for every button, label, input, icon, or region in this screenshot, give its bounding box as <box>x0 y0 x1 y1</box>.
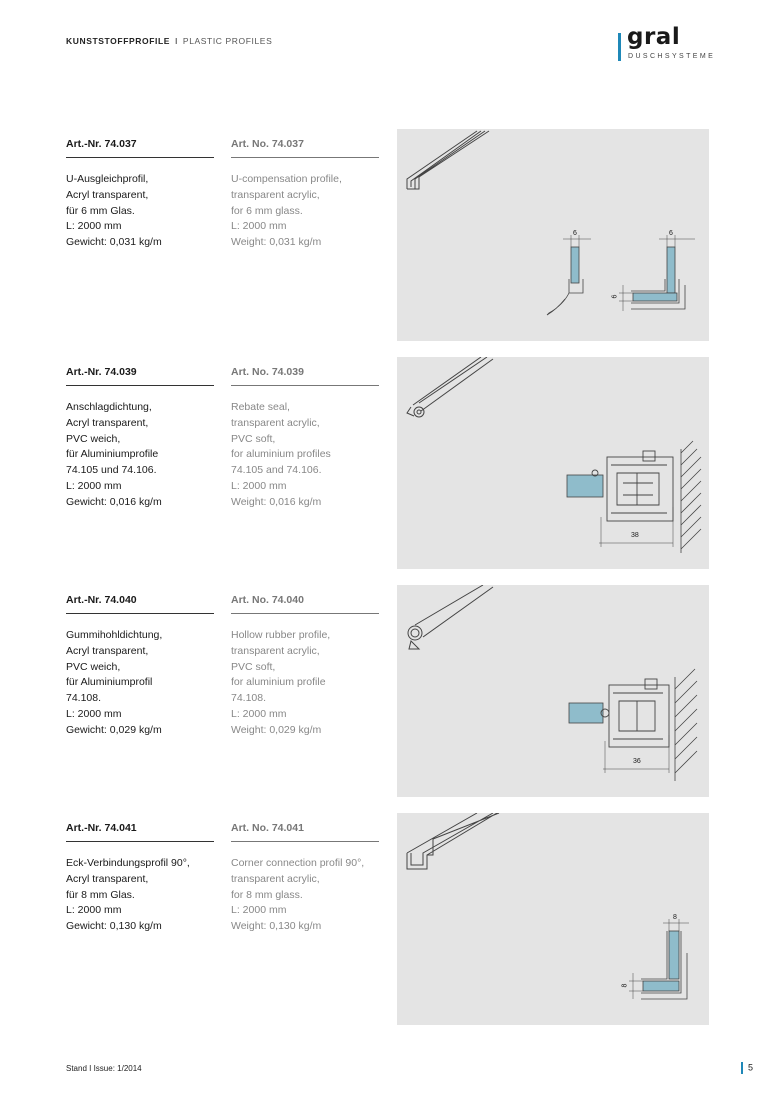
product-column-en <box>231 594 379 739</box>
article-number-de: Art.-Nr. 74.037 <box>66 138 214 158</box>
dimension-label: 6 <box>669 230 673 237</box>
page-number-value: 5 <box>748 1062 754 1073</box>
product-column-en <box>231 366 379 511</box>
product-section <box>0 366 773 580</box>
description-en: U-compensation profile, transparent acrylic, for 6 mm glass. L: 2000 mm Weight: 0,031 kg/m <box>231 173 342 249</box>
product-section <box>0 822 773 1036</box>
product-column-en <box>231 822 379 935</box>
product-drawing-panel <box>397 585 709 797</box>
product-column-de <box>66 822 214 935</box>
page-number <box>741 1062 753 1074</box>
logo-wordmark: gral <box>627 24 681 50</box>
article-number-de: Art.-Nr. 74.039 <box>66 366 214 386</box>
product-column-en <box>231 138 379 251</box>
product-drawing-panel <box>397 357 709 569</box>
dimension-label: 6 <box>611 294 619 299</box>
header-title-de: KUNSTSTOFFPROFILE <box>66 36 171 46</box>
product-column-de <box>66 594 214 739</box>
product-section <box>0 138 773 352</box>
dimension-label: 36 <box>633 758 641 765</box>
description-en: Hollow rubber profile, transparent acrylic, PVC soft, for aluminium profile 74.108. L: 2000 mm Weight: 0,029 kg/m <box>231 629 331 736</box>
article-number-en: Art. No. 74.041 <box>231 822 379 842</box>
u-profile-drawing <box>397 129 709 341</box>
rebate-seal-drawing <box>397 357 709 569</box>
logo-subtitle: DUSCHSYSTEME <box>628 53 716 60</box>
brand-logo <box>618 26 728 66</box>
page-header-title <box>66 36 272 46</box>
description-de: Gummihohldichtung, Acryl transparent, PVC weich, für Aluminiumprofil 74.108. L: 2000 mm Gewicht: 0,029 kg/m <box>66 629 163 736</box>
product-section <box>0 594 773 808</box>
article-number-en: Art. No. 74.040 <box>231 594 379 614</box>
article-number-en: Art. No. 74.037 <box>231 138 379 158</box>
description-de: U-Ausgleichprofil, Acryl transparent, für 6 mm Glas. L: 2000 mm Gewicht: 0,031 kg/m <box>66 173 162 249</box>
description-de: Anschlagdichtung, Acryl transparent, PVC weich, für Aluminiumprofile 74.105 und 74.106. L: 2000 mm Gewicht: 0,016 kg/m <box>66 401 162 508</box>
article-number-en: Art. No. 74.039 <box>231 366 379 386</box>
logo-accent-bar <box>618 33 621 61</box>
product-drawing-panel <box>397 129 709 341</box>
article-number-de: Art.-Nr. 74.040 <box>66 594 214 614</box>
description-de: Eck-Verbindungsprofil 90°, Acryl transparent, für 8 mm Glas. L: 2000 mm Gewicht: 0,130 kg/m <box>66 857 190 933</box>
product-column-de <box>66 138 214 251</box>
hollow-rubber-drawing <box>397 585 709 797</box>
dimension-label: 6 <box>573 230 577 237</box>
header-title-en: PLASTIC PROFILES <box>182 36 273 46</box>
dimension-label: 38 <box>631 532 639 539</box>
dimension-label: 8 <box>621 983 629 988</box>
product-drawing-panel <box>397 813 709 1025</box>
page-number-bar <box>741 1062 743 1074</box>
article-number-de: Art.-Nr. 74.041 <box>66 822 214 842</box>
description-en: Rebate seal, transparent acrylic, PVC soft, for aluminium profiles 74.105 and 74.106. L: 2000 mm Weight: 0,016 kg/m <box>231 401 331 508</box>
header-separator: I <box>174 36 178 46</box>
issue-footer: Stand I Issue: 1/2014 <box>66 1064 142 1073</box>
dimension-label: 8 <box>673 914 677 921</box>
product-column-de <box>66 366 214 511</box>
corner-connection-drawing <box>397 813 709 1025</box>
description-en: Corner connection profil 90°, transparent acrylic, for 8 mm glass. L: 2000 mm Weight: 0,130 kg/m <box>231 857 365 933</box>
